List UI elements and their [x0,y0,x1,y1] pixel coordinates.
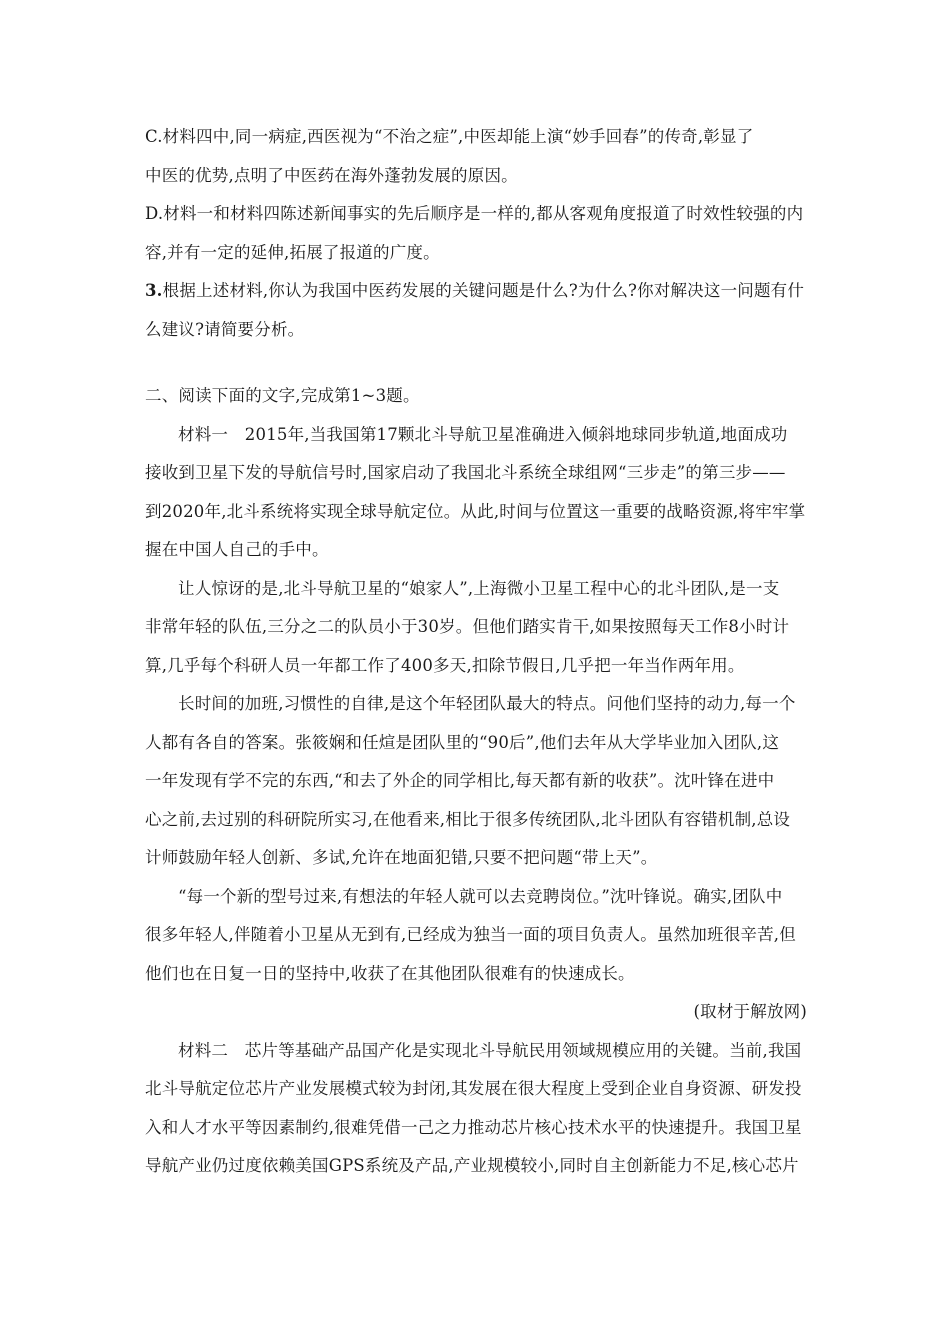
option-c [145,118,807,195]
text-line: 中医的优势,点明了中医药在海外蓬勃发展的原因。 [145,165,518,185]
text-line: D.材料一和材料四陈述新闻事实的先后顺序是一样的,都从客观角度报道了时效性较强的内 [145,204,804,223]
text-line: 心之前,去过别的科研院所实习,在他看来,相比于很多传统团队,北斗团队有容错机制,总设 [145,809,791,829]
text-line: 很多年轻人,伴随着小卫星从无到有,已经成为独当一面的项目负责人。虽然加班很辛苦,但 [145,925,796,944]
text-line: 容,并有一定的延伸,拓展了报道的广度。 [145,242,440,262]
text-line: 到2020年,北斗系统将实现全球导航定位。从此,时间与位置这一重要的战略资源,将牢牢掌 [145,501,806,521]
text-line: 长时间的加班,习惯性的自律,是这个年轻团队最大的特点。问他们坚持的动力,每一个 [178,694,796,713]
material-1-paragraph-4 [145,878,807,994]
text-line: 一年发现有学不完的东西,“和去了外企的同学相比,每天都有新的收获”。沈叶锋在进中 [145,771,775,790]
text-line: 计师鼓励年轻人创新、多试,允许在地面犯错,只要不把问题“带上天”。 [145,848,658,867]
material-1-paragraph-1 [145,416,807,570]
option-d [145,195,807,272]
text-line: 北斗导航定位芯片产业发展模式较为封闭,其发展在很大程度上受到企业自身资源、研发投 [145,1079,802,1098]
text-line: 接收到卫星下发的导航信号时,国家启动了我国北斗系统全球组网“三步走”的第三步—— [145,463,786,482]
text-line: 他们也在日复一日的坚持中,收获了在其他团队很难有的快速成长。 [145,963,635,983]
question-number: 3. [145,281,163,300]
material-1-paragraph-2 [145,570,807,686]
text-line: C.材料四中,同一病症,西医视为“不治之症”,中医却能上演“妙手回春”的传奇,彰显了 [145,127,754,146]
section-gap [145,349,807,377]
question-3 [145,272,807,349]
text-line: 入和人才水平等因素制约,很难凭借一己之力推动芯片核心技术水平的快速提升。我国卫星 [145,1117,802,1137]
document-page [145,118,807,1186]
source-citation: (取材于解放网) [693,1002,807,1021]
text-line: 材料一 2015年,当我国第17颗北斗导航卫星准确进入倾斜地球同步轨道,地面成功 [178,424,788,444]
text-line: 导航产业仍过度依赖美国GPS系统及产品,产业规模较小,同时自主创新能力不足,核心芯片 [145,1156,799,1175]
text-line: 握在中国人自己的手中。 [145,540,329,559]
text-line: 人都有各自的答案。张筱娴和任煊是团队里的“90后”,他们去年从大学毕业加入团队,这 [145,732,780,752]
text-line: 么建议?请简要分析。 [145,319,305,339]
text-line: 非常年轻的队伍,三分之二的队员小于30岁。但他们踏实肯干,如果按照每天工作8小时计 [145,617,790,636]
material-2-paragraph-1 [145,1032,807,1186]
section-heading: 二、阅读下面的文字,完成第1~3题。 [145,386,420,405]
text-line [145,272,807,311]
question-text: 根据上述材料,你认为我国中医药发展的关键问题是什么?为什么?你对解决这一问题有什 [162,281,805,300]
text-line: 算,几乎每个科研人员一年都工作了400多天,扣除节假日,几乎把一年当作两年用。 [145,655,745,675]
text-line: 材料二 芯片等基础产品国产化是实现北斗导航民用领域规模应用的关键。当前,我国 [178,1040,802,1060]
material-1-paragraph-3 [145,685,807,878]
text-line: “每一个新的型号过来,有想法的年轻人就可以去竞聘岗位。”沈叶锋说。确实,团队中 [178,886,783,906]
text-line: 让人惊讶的是,北斗导航卫星的“娘家人”,上海微小卫星工程中心的北斗团队,是一支 [178,578,780,598]
